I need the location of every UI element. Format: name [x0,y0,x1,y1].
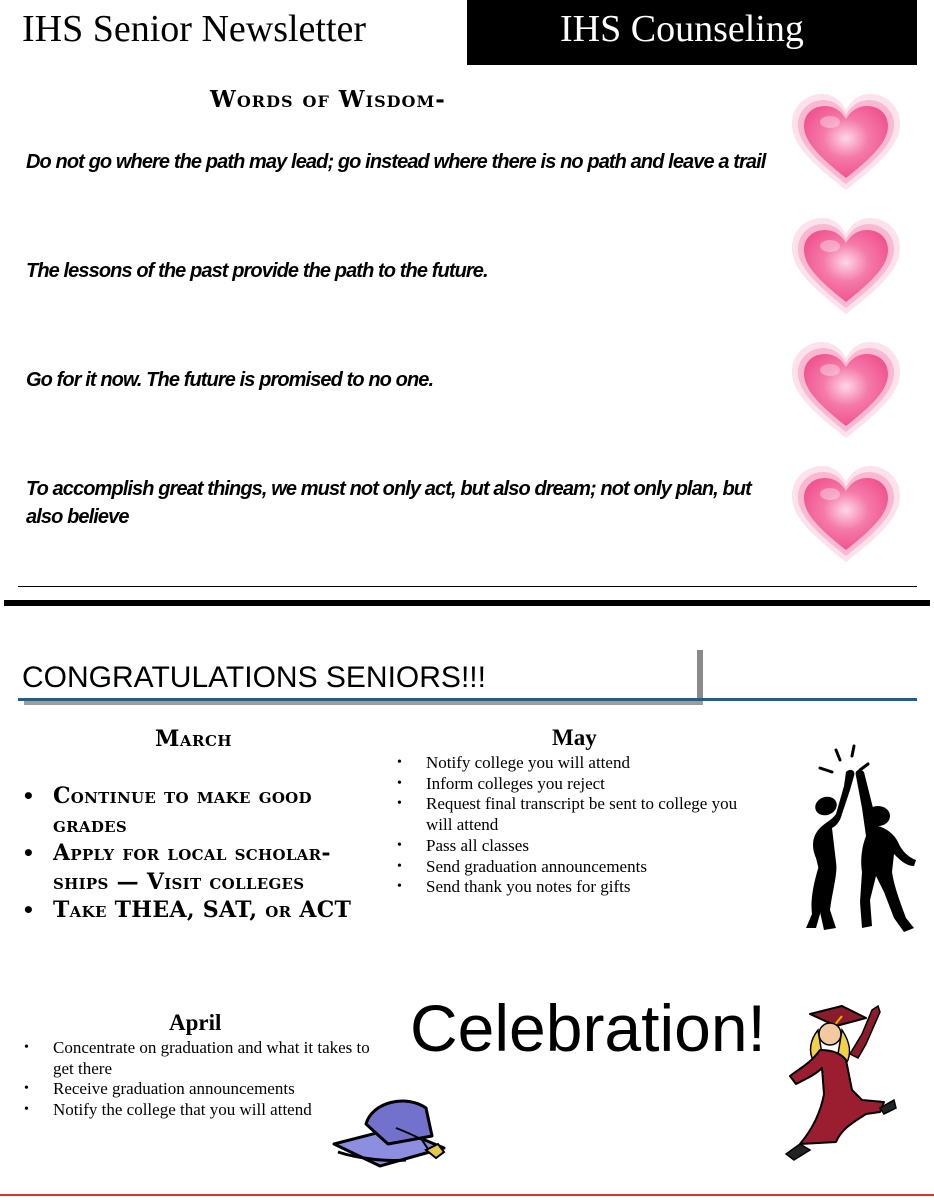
divider-line [18,586,917,587]
congratulations-heading: CONGRATULATIONS SENIORS!!! [22,661,486,694]
list-item: • Notify college you will attend [397,753,757,774]
list-item: • Send graduation announcements [397,857,757,878]
april-list [24,1038,374,1121]
march-list [22,782,382,925]
heart-icon [780,454,912,570]
wisdom-heading: Words of Wisdom- [210,86,446,113]
graduate-jumping-icon [780,1004,898,1164]
march-heading: March [155,726,233,752]
celebration-heading: Celebration! [410,991,766,1065]
wisdom-quote: Do not go where the path may lead; go instead where there is no path and leave a trail [26,151,766,173]
wisdom-quote: To accomplish great things, we must not only act, but also dream; not only plan, but also believe [26,478,751,528]
graduation-cap-icon [326,1088,458,1168]
wisdom-quote: Go for it now. The future is promised to no one. [26,369,434,391]
heart-icon [780,82,912,198]
list-item: • Inform colleges you reject [397,774,757,795]
list-item: • Notify the college that you will attend [24,1100,374,1121]
counseling-banner-label: IHS Counseling [560,8,804,50]
may-list [397,753,757,898]
april-heading: April [169,1010,222,1035]
list-item: • Pass all classes [397,836,757,857]
heart-icon [780,206,912,322]
heading-frame-edge [697,650,703,700]
list-item: • Concentrate on graduation and what it takes to get there [24,1038,374,1079]
list-item: • Request final transcript be sent to college you will attend [397,794,757,835]
list-item: • Take THEA, SAT, or ACT [22,896,382,925]
newsletter-title: IHS Senior Newsletter [22,8,367,50]
may-heading: May [552,725,597,750]
wisdom-quote: The lessons of the past provide the path to the future. [26,260,488,282]
list-item: • Continue to make good grades [22,782,382,839]
list-item: • Send thank you notes for gifts [397,877,757,898]
list-item: • Apply for local scholar-ships — Visit colleges [22,839,382,896]
heart-icon [780,330,912,446]
footer-line [0,1194,934,1196]
high-five-dancers-icon [806,742,918,940]
heading-underline [18,698,917,701]
divider-thick [4,600,930,606]
list-item: • Receive graduation announcements [24,1079,374,1100]
